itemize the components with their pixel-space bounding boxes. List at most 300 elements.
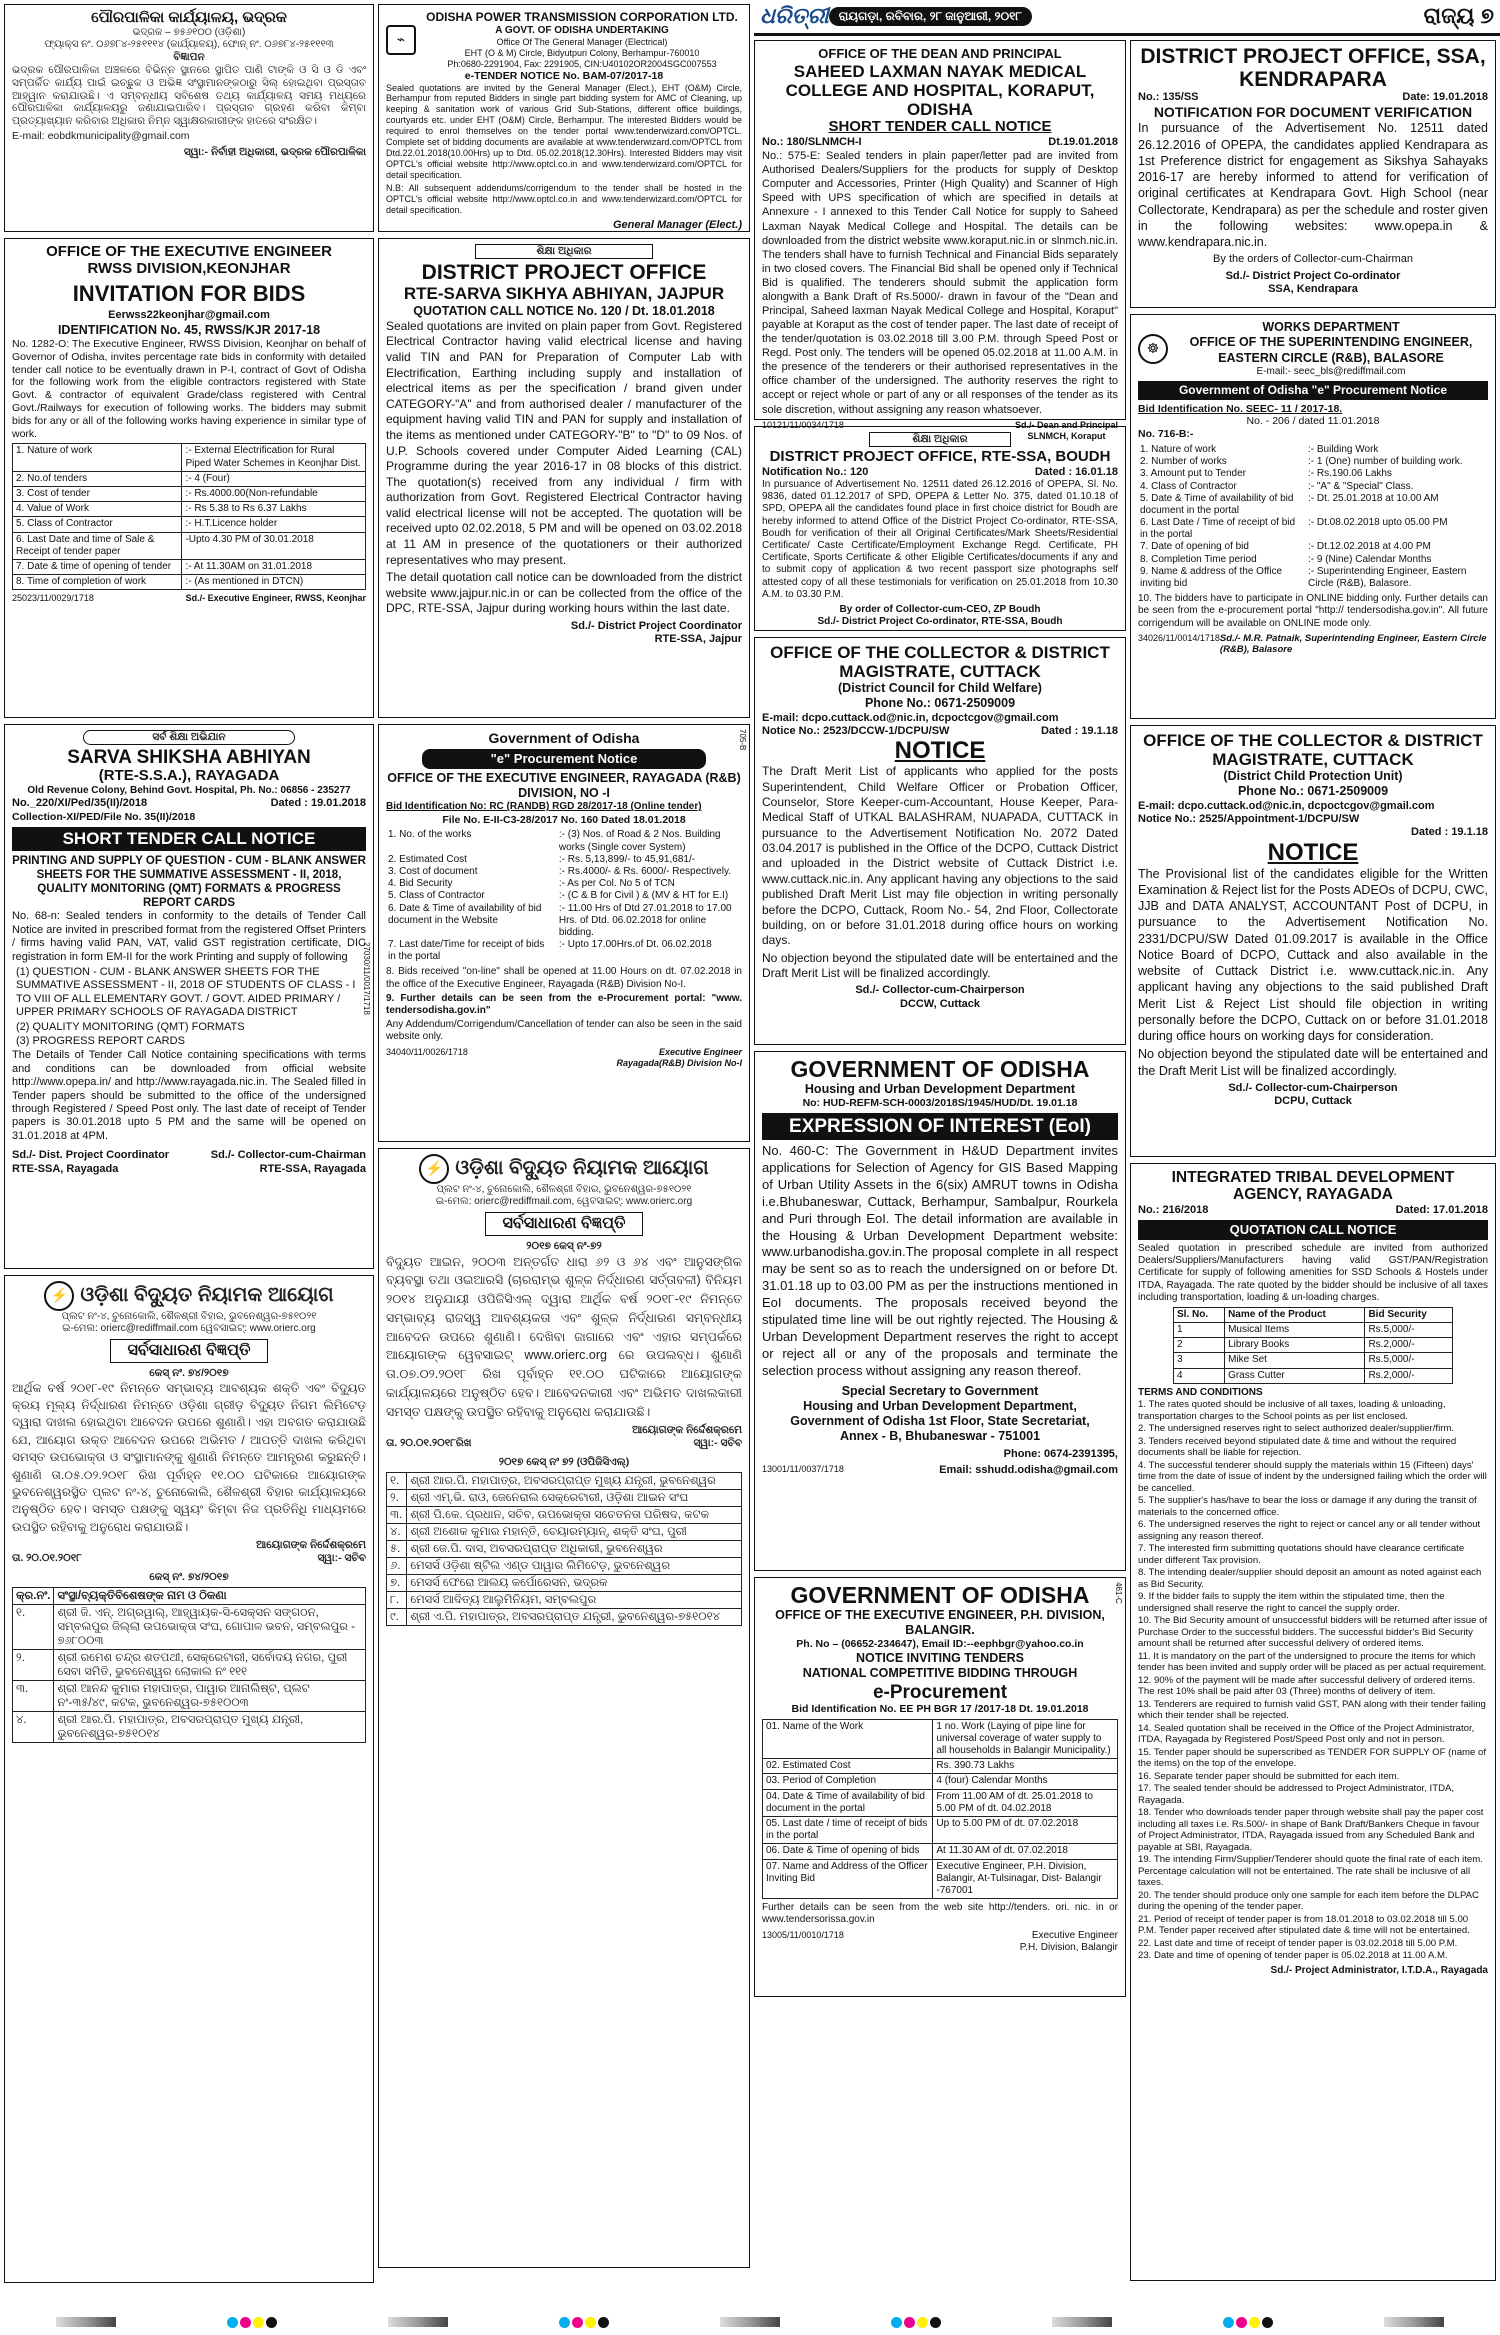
ssa-banner: ଶିକ୍ଷା ଅଧିକାର (475, 244, 653, 259)
ad-address: ପ୍ଲଟ ନଂ-୪, ଚୁନୋକୋଲି, ଶୈଳଶ୍ରୀ ବିହାର, ଭୁବନେଶ୍ୱର-୭୫୧୦୨୧ (61, 1311, 317, 1322)
table-row (1138, 481, 1488, 493)
masthead-logo: ଧରିତ୍ରୀ (760, 3, 829, 29)
ad-title: GOVERNMENT OF ODISHA (790, 1582, 1090, 1608)
ad-lead: PRINTING AND SUPPLY OF QUESTION - CUM - BLANK ANSWER SHEETS FOR THE SUMMATIVE ASSESSMENT - II, 2018, QUALITY MONITORING (QMT) FORMATS & PROGRESS REPORT CARDS (12, 855, 366, 910)
ad-bid: Bid Identification No. EE PH BGR 17 /2017-18 Dt. 19.01.2018 (791, 1702, 1089, 1715)
ad-number: No.: 135/SS (1138, 91, 1199, 104)
ad-date: Dated : 19.1.18 (1410, 826, 1488, 839)
row-key: 2. Estimated Cost (388, 853, 467, 865)
ad-number: No.: 180/SLNMCH-I (762, 135, 862, 148)
ad-date: Dated: 17.01.2018 (1395, 1203, 1488, 1216)
row-value: Executive Engineer, P.H. Division, Balangir, At-Tulsinagar, Dist- Balangir -767001 (933, 1859, 1118, 1899)
balasore-table (1138, 444, 1488, 590)
ad-title: DISTRICT PROJECT OFFICE, SSA, KENDRAPARA (1140, 45, 1486, 91)
list-item: 9. If the bidder fails to supply the item within the stipulated time, then the undersigned shall reserve the right to cancel the supply order. (1138, 1591, 1445, 1614)
ad-number-2: No. 716-B:- (1138, 428, 1194, 441)
row-value: :- 9 (Nine) Calendar Months (1308, 553, 1432, 565)
ad-body-2: No objection beyond the stipulated date will be entertained and the Draft Merit List will be finalized accordingly. (1138, 1047, 1488, 1078)
table-cell: ୭. (387, 1574, 407, 1591)
ad-body: ବିଦ୍ୟୁତ ଆଇନ, ୨୦୦୩ ଅନ୍ତର୍ଗତ ଧାରା ୬୨ ଓ ୬୪ ଏବଂ ଆନୁସଙ୍ଗିକ ବ୍ୟବସ୍ଥା ତଥା ଓଇଆରସି (ଚାରରାମ୍ଭ ଶୁଳ୍କ ନିର୍ଦ୍ଧାରଣ ସର୍ତ୍ତାବଳୀ) ବିନିୟମ ୨୦୧୪ ଅନୁଯାୟୀ ଓପିଜିସିଏଲ୍ ଦ୍ୱାରା ଆର୍ଥିକ ବର୍ଷ ୨୦୧୮-୧୯ ନିମନ୍ତେ ସମ୍ଭାବ୍ୟ ରାଜସ୍ୱ ଆବଶ୍ୟକତା ଏବଂ ଶୁଳ୍କ ନିର୍ଦ୍ଧାରଣ ସମ୍ବନ୍ଧୀୟ ଆବେଦନ ଉପରେ ଶୁଣାଣି। ଦେଖିବା ଜାଗାରେ ଏବଂ ଏହାର ସମ୍ପର୍କରେ ଆୟୋଗଙ୍କ ୱେବସାଇଟ୍ www.orierc.org ରେ ଉପଲବ୍ଧ। ଶୁଣାଣି ତା.୦୭.୦୨.୨୦୧୮ ରିଖ ପୂର୍ବାହ୍ନ ୧୧.୦୦ ଘଟିକାରେ ଆୟୋଗଙ୍କ କାର୍ଯ୍ୟାଳୟରେ ଅନୁଷ୍ଠିତ ହେବ। ଆବେଦନକାରୀ ଏବଂ ଅଭିମତ ଦାଖଲକାରୀ ସମସ୍ତ ପକ୍ଷଙ୍କୁ ଉପସ୍ଥିତ ରହିବାକୁ ଅନୁରୋଧ କରାଯାଉଛି। (386, 1254, 742, 1419)
table-row (1174, 1353, 1453, 1368)
ad-body: The Provisional list of the candidates eligible for the Written Examination & Reject list for the Posts ADEOs of DCPU, CWC, JJB and DATA ANALYST, ACCOUNTANT Post of DCPU, in pursuance to the Advertisement Notification No. 2331/DCPU/SW Dated 01.09.2017 is available in the Office Notice Board of DCPO, Cuttack and also available in the website of Cuttack District i.e. www.cuttack.nic.in. Any applicant having any objections to the said published Draft Merit List & Reject List should file objection in writing personally before the DCPO, Cuttack on or before 31.01.2018 during office hours on working days for consideration. (1138, 866, 1488, 1044)
ad-body: ଭଦ୍ରକ ପୌରପାଳିକା ଅଞ୍ଚଳରେ ବିଭିନ୍ନ ସ୍ଥାନରେ ସ୍ଥାପିତ ପାଣି ଟାଙ୍କି ଓ ସି ଓ ଡି ଏବଂ ସମ୍ପର୍କିତ କାର୍ଯ୍ୟ ପାଇଁ ଇଚ୍ଛୁକ ଓ ଅଭିଜ୍ଞ ସଂସ୍ଥାମାନଙ୍କଠାରୁ ସିଲ୍ ହୋଇଥିବା ପ୍ରସ୍ତାବ ଆହ୍ୱାନ କରାଯାଉଛି। ଏ ସମ୍ବନ୍ଧୀୟ ସବିଶେଷ ତଥ୍ୟ କାର୍ଯ୍ୟାଳୟ ସମୟ ମଧ୍ୟରେ ପୌରପାଳିକା କାର୍ଯ୍ୟାଳୟରୁ ଜଣାଯାଇପାରିବ। ପ୍ରସ୍ତାବ ଗ୍ରହଣ କରିବା କିମ୍ବା ପ୍ରତ୍ୟାଖ୍ୟାନ କରିବାର ଅଧିକାର ନିମ୍ନ ସ୍ୱାକ୍ଷରକାରୀଙ୍କ ହାତରେ ସଂରକ୍ଷିତ। (12, 63, 366, 128)
row-key: 1. No. of the works (388, 829, 472, 841)
list-item: 1. The rates quoted should be inclusive of all taxes, loading & unloading, transportation charges to the School points as per list enclosed. (1138, 1399, 1446, 1422)
ad-date: Dated : 19.01.2018 (270, 797, 366, 810)
table-row (763, 1719, 1118, 1759)
ad-email: E-mail: eobdkmunicipality@gmail.com (12, 129, 190, 142)
table-row (13, 1649, 366, 1680)
ad-signature: Sd./- Project Administrator, I.T.D.A., Rayagada (1270, 1964, 1488, 1976)
ad-number: Notice No.: 2523/DCCW-1/DCPU/SW (762, 724, 950, 737)
ad-title: INTEGRATED TRIBAL DEVELOPMENT AGENCY, RAYAGADA (1171, 1169, 1455, 1204)
row-value: :- "A" & "Special" Class. (1308, 480, 1414, 492)
ad-body: No. 1282-O: The Executive Engineer, RWSS Division, Keonjhar on behalf of Governor of Odisha, invites percentage rate bids in conformity with detailed tender call notice to be eventually drawn in P-I, contract of Govt of Odisha for the following work from the eligible contractors registered with State Govt. & contractor of equivalent Grade/class registered with Central Govt./Railways for execution of following works. The bidders may submit bids for any or all of the following works having experience in similar type of work. (12, 338, 366, 440)
ad-office: OFFICE OF THE EXECUTIVE ENGINEER (46, 243, 332, 260)
list-item: 5. The supplier's has/have to bear the loss or damage if any during the transit of materials to the concerned office. (1138, 1495, 1477, 1518)
ad-ssa-rayagada (4, 724, 374, 1269)
ad-note-8: 8. Bids received "on-line" shall be opened at 11.00 Hours on dt. 07.02.2018 in the office of the Executive Engineer, Rayagada (R&B) Division No-I. (386, 966, 742, 990)
ad-ncb: NATIONAL COMPETITIVE BIDDING THROUGH (802, 1666, 1078, 1681)
ad-signature: ଆୟୋଗଙ୍କ ନିର୍ଦ୍ଦେଶକ୍ରମେ (256, 1539, 366, 1552)
ad-subtitle: A GOVT. OF ODISHA UNDERTAKING (495, 24, 669, 36)
table-row (763, 1859, 1118, 1899)
ad-subtitle: RTE-SARVA SIKHYA ABHIYAN, JAJPUR (403, 284, 725, 304)
ad-signature-2: ସ୍ୱା:- ସଚିବ (693, 1437, 742, 1450)
table-cell: ମେସର୍ସ ଓଡ଼ିଶା ଷ୍ଟିଲ ଏଣ୍ଡ ପାୱାର ଲିମିଟେଡ଼, ଭୁବନେଶ୍ୱର (407, 1557, 742, 1574)
ad-phone: Phone: 0674-2391395, (1003, 1447, 1118, 1460)
list-item: 20. The tender should produce only one sample for each item before the DLPAC during the opening of the tender paper. (1138, 1889, 1479, 1913)
ad-case: କେସ୍ ନଂ. ୭୪/୨୦୧୭ (149, 1366, 229, 1379)
terms-title: TERMS AND CONDITIONS (1138, 1386, 1263, 1398)
row-key: 07. Name and Address of the Officer Inviting Bid (763, 1859, 933, 1899)
row-value: -Upto 4.30 PM of 30.01.2018 (182, 532, 366, 559)
table-row (386, 878, 742, 890)
ad-phone: Phone No.: 0671-2509009 (1237, 784, 1389, 799)
row-value: :- At 11.30AM on 31.01.2018 (182, 559, 366, 574)
ad-office: OFFICE OF THE COLLECTOR & DISTRICT MAGISTRATE, CUTTACK (770, 643, 1110, 682)
ad-body-2: The detail quotation call notice can be downloaded from the district website www.jajpur.nic.in or can be collected from the office of the DPC, RTE-SSA, Jajpur during working hours within the last date. (386, 570, 742, 616)
row-value: :- External Electrification for Rural Piped Water Schemes in Keonjhar Dist. (182, 444, 366, 471)
table-row (387, 1506, 742, 1523)
table-cell: ୨. (387, 1489, 407, 1506)
table-cell: ୬. (387, 1557, 407, 1574)
table-row (13, 517, 366, 532)
row-key: 6. Date & Time of availability of bid document in the Website (388, 902, 542, 926)
ad-ref: 13001/11/0037/1718 (762, 1463, 844, 1474)
ad-email: E-mail:- seec_bls@rediffmail.com (1256, 365, 1406, 377)
table-row (1138, 541, 1488, 553)
row-value: :- As per Col. No 5 of TCN (558, 878, 675, 890)
table-title: ୨୦୧୭ କେସ୍ ନଂ ୭୨ (ଓପିଜିସିଏଲ୍) (498, 1456, 630, 1469)
table-row (13, 532, 366, 559)
row-value: Rs. 390.73 Lakhs (933, 1759, 1118, 1774)
ad-body: No. 460-C: The Government in H&UD Department invites applications for Selection of Agency for GIS Based Mapping of Urban Utility Assets in the 6(six) AMRUT towns in Odisha i.e.Bhubaneswar, Cuttack, Berhampur, Sambalpur, Rourkela and Puri through EoI. The detail information are available in the Housing & Urban Development Department website: www.urbanodisha.gov.in.The proposal complete in all respect may be sent so as to reach the undersigned on or before Dt. 31.01.18 up to 03.00 PM as per the instructions mentioned in EoI documents. The proposals received beyond the stipulated time line will be out rightly rejected. The Housing & Urban Development Department reserves the right to accept or reject all or any of the proposals and terminate the selection process without assigning any reason thereof. (762, 1143, 1118, 1378)
ad-title: INVITATION FOR BIDS (72, 280, 306, 306)
ad-office: OFFICE OF THE SUPERINTENDING ENGINEER, EASTERN CIRCLE (R&B), BALASORE (1189, 335, 1473, 365)
table-cell: ଶ୍ରୀ ଏମ୍.ଭି. ରାଓ, ଜେନେରାଲ ସେକ୍ରେଟାରୀ, ଓଡ଼ିଶା ଆଇନ ସଂଘ (407, 1489, 742, 1506)
ad-signature: ସ୍ୱା:- ନିର୍ବାହୀ ଅଧିକାରୀ, ଭଦ୍ରକ ପୌରପାଳିକା (183, 145, 366, 158)
grey-scale-bar (720, 2317, 780, 2327)
oerc-emblem-icon: ⚡ (44, 1281, 74, 1311)
table-row (1138, 468, 1488, 480)
row-key: 7. Date & time of opening of tender (13, 559, 182, 574)
ad-body: In pursuance of Advertisement No. 12511 dated 26.12.2016 of OPEPA, Sl. No. 9836, dated 01.12.2017 of SPD, OPEPA & Letter No. 375, dated 01.10.18 of SPD, OPEPA all the candidates found place in first choice district for Boudh are hereby informed to attend Office of the District Project Co-ordinator, RTE-SSA, Boudh for verification of their all Original Certificates/Mark Sheets/Residential Certificate/ Caste Certificate/Employment Exchange Regd. Certificate, PH Certificate, Sports Certificate & other Eligible Certificates/documents if any and to submit copy of application & two recent passport size photographs self attested copy of all these testimonials for verification on 25.01.2018 from 10.30 A.M. to 03.30 P.M. (762, 479, 1118, 600)
row-key: 1. Nature of work (1140, 443, 1217, 455)
row-value: :- 11.00 Hrs of Dtd 27.01.2018 to 17.00 Hrs. of Dtd. 06.02.2018 for online bidding. (558, 902, 732, 938)
list-item: 15. Tender paper should be superscribed as TENDER FOR SUPPLY OF (name of the items) on the top of the envelope. (1138, 1746, 1487, 1770)
ad-web: ଇ-ମେଲ: orierc@rediffmail.com ୱେବସାଇଟ୍: www.orierc.org (62, 1323, 316, 1335)
registration-mark (227, 2317, 277, 2328)
ad-signature: Sd./- Collector-cum-Chairperson DCCW, Cuttack (855, 984, 1025, 1010)
masthead-page: ରାଜ୍ୟ ୭ (1423, 3, 1494, 29)
ad-date: ତା. ୨୦.୦୧.୨୦୧୮ (12, 1552, 82, 1564)
ad-file: File No. E-II-C3-28/2017 No. 160 Dated 18.01.2018 (442, 813, 686, 826)
row-key: 2. No.of tenders (13, 471, 182, 486)
table-row (386, 939, 742, 963)
row-value: :- Superintending Engineer, Eastern Circle (R&B), Balasore. (1308, 565, 1467, 590)
table-row (13, 502, 366, 517)
ad-signature: Sd./- Collector-cum-Chairperson DCPU, Cuttack (1228, 1081, 1398, 1108)
table-row (13, 486, 366, 501)
table-cell: Mike Set (1225, 1353, 1365, 1368)
table-cell: ୫. (387, 1540, 407, 1557)
row-key: 05. Last date / time of receipt of bids in the portal (763, 1817, 933, 1844)
table-row (386, 866, 742, 878)
ad-bar: SHORT TENDER CALL NOTICE (828, 117, 1052, 135)
row-value: :- 4 (Four) (182, 471, 366, 486)
list-item: 6. The undersigned reserves the right to reject or cancel any or all tender without assigning any reason thereof. (1138, 1519, 1481, 1542)
ad-body-2: No objection beyond the stipulated date will be entertained and the Draft Merit List will be finalized accordingly. (762, 950, 1118, 980)
ad-number: QUOTATION CALL NOTICE No. 120 / Dt. 18.01.2018 (413, 303, 715, 318)
row-value: :- (As mentioned in DTCN) (182, 575, 366, 590)
table-row (763, 1844, 1118, 1859)
list-item: 3. Tenders received beyond stipulated date & time and without the required documents shall be liable for rejection. (1138, 1435, 1457, 1459)
masthead-date: ରାୟଗଡ଼ା, ରବିବାର, ୨୮ ଜାନୁଆରୀ, ୨୦୧୮ (829, 7, 1032, 26)
row-key: 3. Amount put to Tender (1140, 468, 1247, 480)
ad-subtitle: (RTE-S.S.A.), RAYAGADA (98, 767, 280, 785)
table-row (13, 575, 366, 590)
ssa-banner: ସର୍ବ ଶିକ୍ଷା ଅଭିଯାନ (83, 730, 295, 745)
row-value: :- (3) Nos. of Road & 2 Nos. Building works (Single cover System) (558, 829, 721, 853)
ad-signature: Sd./- Executive Engineer, RWSS, Keonjhar (185, 593, 366, 604)
list-item: 14. Sealed quotation shall be received in the Office of the Project Administrator, ITDA, Rayagada by Registered Post/Speed Post only and not in person. (1138, 1722, 1475, 1746)
table-row (386, 890, 742, 902)
ad-bar: EXPRESSION OF INTEREST (EoI) (762, 1113, 1118, 1140)
ad-se-balasore (1130, 314, 1496, 719)
ad-address: Old Revenue Colony, Behind Govt. Hospital, Ph. No.: 06856 - 235277 (27, 785, 351, 797)
ssa-item-list (12, 966, 366, 1048)
ad-division: RWSS DIVISION,KEONJHAR (87, 259, 291, 277)
list-item: (3) PROGRESS REPORT CARDS (16, 1034, 185, 1047)
row-key: 7. Date of opening of bid (1140, 541, 1249, 553)
col-header: Name of the Product (1225, 1307, 1365, 1322)
table-row (387, 1574, 742, 1591)
ad-gov: Government of Odisha (488, 730, 640, 746)
ad-address: ପ୍ଲଟ ନଂ-୪, ଚୁନୋକୋଲି, ଶୈଳଶ୍ରୀ ବିହାର, ଭୁବନେଶ୍ୱର-୭୫୧୦୨୧ (436, 1184, 692, 1195)
list-item: 17. The sealed tender should be addressed to Project Administrator, ITDA, Rayagada. (1138, 1783, 1455, 1806)
ad-email: Email: sshudd.odisha@gmail.com (939, 1463, 1118, 1476)
ad-phone: Ph. No – (06652-234647), Email ID:--eephbgr@yahoo.co.in (796, 1638, 1084, 1651)
ad-bar: Government of Odisha "e" Procurement Notice (1138, 381, 1488, 400)
ad-ph-balangir (754, 1577, 1126, 1997)
ad-optcl (378, 4, 750, 232)
row-value: At 11.30 AM of dt. 07.02.2018 (933, 1844, 1118, 1859)
list-item: 16. Separate tender paper should be submitted for each item. (1138, 1770, 1400, 1782)
row-value: :- Dt.12.02.2018 at 4.00 PM (1308, 541, 1431, 553)
ad-email: Eerwss22keonjhar@gmail.com (108, 309, 270, 322)
ad-subtitle: Housing and Urban Development Department (804, 1081, 1076, 1096)
grey-scale-bar (388, 2317, 448, 2327)
ad-identification: IDENTIFICATION No. 45, RWSS/KJR 2017-18 (57, 322, 321, 337)
list-item: 13. Tenderers are required to furnish valid GST, PAN along with their tender failing which their tender shall be rejected. (1138, 1698, 1486, 1722)
ad-office: OFFICE OF THE COLLECTOR & DISTRICT MAGISTRATE, CUTTACK (1143, 731, 1483, 770)
table-row (386, 829, 742, 853)
table-cell: Rs.2,000/- (1365, 1368, 1453, 1383)
ad-tender: e-TENDER NOTICE No. BAM-07/2017-18 (464, 69, 664, 82)
row-key: 5. Date & Time of availability of bid document in the portal (1140, 492, 1294, 516)
ad-dpo-jajpur (378, 238, 750, 718)
ad-signature: Executive Engineer P.H. Division, Balangir (1019, 1929, 1118, 1953)
ad-cuttack-dcpu (1130, 725, 1496, 1157)
table-cell: ଶ୍ରୀ ଏ.ପି. ମହାପାତ୍ର, ଅବସରପ୍ରାପ୍ତ ଯନ୍ତ୍ରୀ, ଭୁବନେଶ୍ୱର-୭୫୧୦୧୪ (407, 1608, 742, 1625)
ad-body: No. 68-n: Sealed tenders in conformity to the details of Tender Call Notice are invited in prescribed format from the registered Offset Printers / firms having valid PAN, VAT, valid GST registration certificate, DIC registration in form EM-II for the work Printing and supply of following (12, 910, 366, 963)
ssa-banner: ଶିକ୍ଷା ଅଧିକାର (869, 432, 1011, 447)
table-cell: ୧. (387, 1472, 407, 1489)
ad-huud-eoi (754, 1051, 1126, 1571)
table-cell: Library Books (1225, 1338, 1365, 1353)
ad-eprocurement: e-Procurement (872, 1681, 1008, 1703)
table-cell: ୮. (387, 1591, 407, 1608)
side-ref: 461-C (1114, 1582, 1123, 1604)
table-cell: 3 (1174, 1353, 1225, 1368)
ad-date: ତା. ୨୦.୦୧.୨୦୧୮ରିଖ (386, 1437, 472, 1450)
ad-body: Sealed quotations are invited by the General Manager (Elect.), EHT (O&M) Circle, Berhampur from reputed Bidders in single part bidding system for AMC of Cleaning, up keeping & sanitation work of various Grid Sub-Stations, different office buildings, courtyards etc. under EHT (O&M) Circle, Berhampur. The interested Bidders would be required to enrol themselves on the tender portal www.tenderwizard.com/OPTCL. Complete set of bidding documents are available at www.tenderwizard.com/OPTCL from Dtd.22.01.2018(10.00Hrs) up to Dtd. 05.02.2018(12.30Hrs). Interested Bidders may visit OPTCL's official website http://www.optcl.co.in and www.tenderwizard.com/OPTCL for detail specification. (386, 82, 742, 181)
ad-dept: WORKS DEPARTMENT (1262, 320, 1400, 334)
list-item: 8. The intending dealer/supplier should deposit an amount as noted against each as Bid Security. (1138, 1567, 1482, 1590)
table-cell: ୯. (387, 1608, 407, 1625)
ad-office: OFFICE OF THE EXECUTIVE ENGINEER, RAYAGADA (R&B) DIVISION, NO -I (387, 770, 741, 801)
ad-corrigendum: Any Addendum/Corrigendum/Cancellation of tender can also be seen in the said website only. (386, 1019, 742, 1043)
ad-title: SAHEED LAXMAN NAYAK MEDICAL COLLEGE AND HOSPITAL, KORAPUT, ODISHA (785, 61, 1095, 119)
ad-rayagada-rb (378, 724, 750, 1142)
ad-bar: NOTICE (894, 737, 986, 765)
ad-signature: Special Secretary to Government Housing and Urban Development Department, Government of Odisha 1st Floor, State Secretariat, Annex - B, Bhubaneswar - 751001 (790, 1383, 1090, 1444)
row-key: 6. Last Date / Time of receipt of bid in the portal (1140, 517, 1296, 541)
column-4 (1130, 4, 1496, 2287)
ad-subtitle: ଭଦ୍ରକ – ୭୫୬୧୦୦ (ଓଡ଼ିଶା) (132, 26, 246, 38)
table-cell: Rs.5,000/- (1365, 1353, 1453, 1368)
ad-signature: By order of Collector-cum-CEO, ZP Boudh Sd./- District Project Co-ordinator, RTE-SSA, Boudh (817, 603, 1063, 628)
ad-title: ପୌରପାଳିକା କାର୍ଯ୍ୟାଳୟ, ଭଦ୍ରକ (91, 9, 287, 26)
table-cell: ଶ୍ରୀ ରମେଶ ଚନ୍ଦ୍ର ଶତପଥୀ, ସେକ୍ରେଟାରୀ, ସର୍ବୋଦୟ ନଗର, ପୁରୀ ସେବା ସମିତି, ଭୁବନେଶ୍ୱର ଲୋକାଲ ନଂ ୧୧୧ (54, 1649, 366, 1680)
ad-number: No.: 216/2018 (1138, 1203, 1209, 1216)
side-ref: 705-B (738, 729, 747, 751)
ad-number: Notification No.: 120 (762, 465, 869, 478)
registration-mark (1223, 2317, 1273, 2328)
row-value: :- H.T.Licence holder (182, 517, 366, 532)
table-cell: ୪. (13, 1711, 54, 1742)
row-value: Up to 5.00 PM of dt. 07.02.2018 (933, 1817, 1118, 1844)
row-value: :- Rs.190.06 Lakhs (1308, 468, 1392, 480)
row-key: 02. Estimated Cost (763, 1759, 933, 1774)
table-cell: Rs.5,000/- (1365, 1323, 1453, 1338)
row-key: 01. Name of the Work (763, 1719, 933, 1759)
ad-ref: 34040/11/0026/1718 (386, 1046, 468, 1057)
row-value: :- Building Work (1308, 443, 1379, 455)
list-item: 22. Last date and time of receipt of tender paper is 03.02.2018 till 5.00 P.M. (1138, 1937, 1458, 1949)
table-cell: ଶ୍ରୀ ଆର.ପି. ମହାପାତ୍ର, ଅବସରପ୍ରାପ୍ତ ମୁଖ୍ୟ ଯନ୍ତ୍ରୀ, ଭୁବନେଶ୍ୱର (407, 1472, 742, 1489)
table-row (386, 854, 742, 866)
table-row (1138, 517, 1488, 541)
row-value: :- Dt. 25.01.2018 at 10.00 AM (1308, 492, 1439, 504)
ad-date: Dated : 16.01.18 (1034, 465, 1118, 478)
itda-table (1173, 1307, 1453, 1384)
table-cell: ୪. (387, 1523, 407, 1540)
ad-number: No._220/XI/Ped/35(II)/2018 (12, 797, 148, 810)
row-key: 5. Class of Contractor (388, 890, 485, 902)
table-row (387, 1472, 742, 1489)
row-value: 4 (four) Calendar Months (933, 1774, 1118, 1789)
ad-bar: QUOTATION CALL NOTICE (1138, 1220, 1488, 1240)
ad-bar: NOTICE (1267, 838, 1359, 866)
ad-body: Sealed quotation in prescribed schedule are invited from authorized Dealers/Suppliers/Manufacturers having valid GST/PAN/Registration Certificate for supply of following amenities for SSD Schools & Hostels under ITDA, Rayagada. The rate quoted by the bidder should be inclusive of all taxes including transportation, loading & un-loading charges. (1138, 1242, 1488, 1303)
table-row (13, 1680, 366, 1711)
table-row (13, 1604, 366, 1649)
ad-date: Dt.19.01.2018 (1048, 135, 1118, 148)
col-header: Sl. No. (1174, 1307, 1225, 1322)
list-item: (2) QUALITY MONITORING (QMT) FORMATS (16, 1020, 245, 1033)
list-item: 23. Date and time of opening of tender paper is 05.02.2018 at 11.00 A.M. (1138, 1950, 1448, 1962)
column-1 (4, 4, 374, 2289)
ad-number: Notice No.: 2525/Appointment-1/DCPU/SW (1138, 812, 1360, 825)
col-header: କ୍ର.ନଂ. (13, 1587, 54, 1604)
ad-notice: ସର୍ବସାଧାରଣ ବିଜ୍ଞପ୍ତି (485, 1212, 642, 1236)
ad-web: ଇ-ମେଲ: orierc@rediffmail.com, ୱେବସାଇଟ୍: www.orierc.org (435, 1196, 693, 1208)
row-key: 1. Nature of work (13, 444, 182, 471)
list-item: 2. The undersigned reserves right to select authorized dealer/supplier/firm. (1138, 1423, 1455, 1435)
row-key: 3. Cost of tender (13, 486, 182, 501)
row-value: :- Dt.08.02.2018 upto 05.00 PM (1308, 517, 1448, 529)
table-cell: 2 (1174, 1338, 1225, 1353)
table-cell: Grass Cutter (1225, 1368, 1365, 1383)
ad-signature-2: ସ୍ୱା:- ସଚିବ (317, 1552, 366, 1564)
grey-scale-bar (1052, 2317, 1112, 2327)
table-cell: ଶ୍ରୀ ଜେ.ପି. ଦାସ, ଅବସରପ୍ରାପ୍ତ ଅଧିକାରୀ, ଭୁବନେଶ୍ୱର (407, 1540, 742, 1557)
ad-email: E-mail: dcpo.cuttack.od@nic.in, dcpoctcgov@gmail.com (762, 711, 1059, 724)
table-cell: 1 (1174, 1323, 1225, 1338)
row-key: 6. Last Date and time of Sale & Receipt of tender paper (13, 532, 182, 559)
ad-date: Dated : 19.1.18 (1040, 724, 1118, 737)
ad-line-2: EHT (O & M) Circle, Bidyutpuri Colony, Berhampur-760010 (464, 47, 700, 58)
list-item: 21. Period of receipt of tender paper is from 18.01.2018 to 03.02.2018 till 5.00 P.M. Tender paper received after stipulated date & time will not be entertained. (1138, 1913, 1470, 1937)
table-cell: 4 (1174, 1368, 1225, 1383)
ad-number: No: HUD-REFM-SCH-0003/2018S/1945/HUD/Dt. 19.01.18 (802, 1097, 1078, 1110)
table-cell: ଶ୍ରୀ ଅଶୋକ କୁମାର ମହାନ୍ତି, ଚେୟାରମ୍ୟାନ୍, ଶକ୍ତି ସଂଘ, ପୁରୀ (407, 1523, 742, 1540)
table-cell: ଶ୍ରୀ ପି.କେ. ପ୍ରଧାନ, ସଚିବ, ଉପଭୋକ୍ତା ସଚେତନତା ପରିଷଦ, କଟକ (407, 1506, 742, 1523)
table-row (13, 1711, 366, 1742)
table-row (763, 1789, 1118, 1816)
table-cell: ମେସର୍ସ ଆଦିତ୍ୟ ଆଲୁମିନିୟମ, ସମ୍ବଲପୁର (407, 1591, 742, 1608)
table-cell: ୧. (13, 1604, 54, 1649)
col-header: ସଂସ୍ଥା/ବ୍ୟକ୍ତିବିଶେଷଙ୍କ ନାମ ଓ ଠିକଣା (54, 1587, 366, 1604)
ad-contact: ଫ୍ୟାକ୍ସ ନଂ. ୦୬୭୮୪-୨୫୧୧୧୪ (କାର୍ଯ୍ୟାଳୟ), ଫୋନ୍ ନଂ. ୦୬୭୮୪-୨୫୧୧୧୩ (44, 38, 334, 50)
ad-signature: Sd./- M.R. Patnaik, Superintending Engineer, Eastern Circle (R&B), Balasore (1219, 632, 1487, 656)
row-key: 4. Class of Contractor (1140, 480, 1237, 492)
table-row (387, 1540, 742, 1557)
row-key: 03. Period of Completion (763, 1774, 933, 1789)
ad-signature-right: Sd./- Collector-cum-Chairman RTE-SSA, Rayagada (210, 1149, 366, 1175)
ad-signature: Executive Engineer Rayagada(R&B) Division No-I (616, 1046, 742, 1068)
ad-oerc-2 (378, 1148, 750, 2268)
table-row (763, 1774, 1118, 1789)
ad-number: No. - 206 / dated 11.01.2018 (1246, 415, 1380, 428)
ad-title: ଓଡ଼ିଶା ବିଦ୍ୟୁତ ନିୟାମକ ଆୟୋଗ (455, 1157, 709, 1180)
row-value: :- (C & B for Civil ) & (MV & HT for E.I) (558, 890, 729, 902)
list-item: 10. The Bid Security amount of unsuccessful bidders will be returned after issue of Purchase Order to the successful bidders. The successful bidder's Bid Security amount shall be returned after successful delivery of ordered items. (1138, 1615, 1488, 1650)
ad-dpo-boudh (754, 426, 1126, 631)
list-item: 12. 90% of the payment will be made after successful delivery of ordered items. The rest 10% shall be paid after 03 (Three) months of delivery of item. (1138, 1674, 1476, 1698)
row-key: 9. Name & address of the Office inviting bid (1140, 565, 1283, 590)
col-header: Bid Security (1365, 1307, 1453, 1322)
grey-scale-bar (1384, 2317, 1444, 2327)
table-cell: ୩. (13, 1680, 54, 1711)
ad-ssa-kendrapara (1130, 40, 1496, 308)
row-key: 3. Cost of document (388, 865, 478, 877)
ad-bhadrak-municipality (4, 4, 374, 232)
table-cell: Musical Items (1225, 1323, 1365, 1338)
ad-ref: 34026/11/0014/1718 (1138, 632, 1220, 643)
table-title: କେସ୍ ନଂ. ୭୪/୨୦୧୭ (149, 1570, 229, 1583)
rwss-table (12, 443, 366, 590)
side-ref: 27030/11/0017/1718 (362, 942, 371, 1015)
ad-signature-left: Sd./- Dist. Project Coordinator RTE-SSA, Rayagada (12, 1149, 170, 1175)
row-value: 1 no. Work (Laying of pipe line for universal coverage of water supply to all households in Balangir Municipality.) (933, 1719, 1118, 1759)
print-registration-strip (0, 2312, 1500, 2332)
ad-line-3: Ph:0680-2291904, Fax: 2291905, CIN:U40102OR2004SGC007553 (447, 58, 717, 69)
table-cell: ୩. (387, 1506, 407, 1523)
optcl-logo-icon: ⌁ (386, 25, 416, 55)
table-row (1138, 554, 1488, 566)
table-row (1138, 566, 1488, 590)
ad-ref: 25023/11/0029/1718 (12, 593, 94, 604)
list-item: 19. The intending Firm/Supplier/Tenderer should quote the final rate of each item. Percentage calculation will not be entertained. The rate shall be inclusive of all taxes. (1138, 1854, 1483, 1889)
row-value: :- Rs.4000.00(Non-refundable (182, 486, 366, 501)
ad-ref: 10121/11/0034/1718 (762, 419, 844, 430)
grey-scale-bar (56, 2317, 116, 2327)
ad-body: Sealed quotations are invited on plain paper from Govt. Registered Electrical Contractor having valid electrical license and having valid TIN and PAN for Preparation of Computer Lab with Electrification, Earthing including supply and installation of electrical items as per the specification / brand given under CATEGORY-"A" and from authorised dealer / manufacturer of the equipment having valid TIN and PAN for supply and installation of the items as mentioned under CATEGORY-"B" to "D" to 09 Nos. of U.P. Schools covered under Computer Aided Learning (CAL) Programme during the year 2016-17 in 08 blocks of this district. The quotation(s) received from any individual / firm with authorization from Govt. Registered Electrical Contractor having valid electrical license will not be accepted. The quotation will be received upto 02.02.2018, 5 PM and will be opened on 03.02.2018 at 11 AM in presence of the quotationers or their authorized representatives who may present. (386, 318, 742, 567)
ad-subtitle: (District Council for Child Welfare) (838, 681, 1042, 696)
ad-body: No.: 575-E: Sealed tenders in plain paper/letter pad are invited from Authorised Dealers/Suppliers for the products for supply of Desktop Computer and Accessories, Printer (High Quality) and Scanner of High Speed with UPS specification of which are specified in details at Annexure - I annexed to this Tender Call Notice for supply to Saheed Laxman Nayak Medical College and Hospital. The details can be downloaded from the district website www.koraput.nic.in or slnmch.nic.in. The tenders shall have to furnish Technical and Financial Bids separately in two closed covers. The Financial Bid shall be opened only if Technical Bid is qualified. The tenderers should submit the application form alongwith a Bank Draft of Rs.5000/- drawn in favour of the "Dean and Principal, Saheed laxman Nayak Medical College and Hospital, Koraput" payable at Koraput as the cost of tender paper. The last date of receipt of the tender/quotation is 03.02.2018 till 3.00 P.M. through Speed Post or Regd. Post only. The tenders will be opened 05.02.2018 at 11.00 A.M. in the presence of the tenderers or their authorised representatives in the office chamber of the undersigned. The authority reserves the right to accept or reject whole or part of any or all responses of the tender as its sole discretion, without assigning any reason whatsoever. (762, 150, 1118, 416)
row-value: :- 1 (One) number of building work. (1308, 456, 1463, 468)
table-row (387, 1591, 742, 1608)
notice-label: ବିଜ୍ଞାପନ (173, 51, 205, 64)
table-cell: Rs.2,000/- (1365, 1338, 1453, 1353)
ad-rwss-keonjhar (4, 238, 374, 718)
table-row (13, 559, 366, 574)
table-row (386, 903, 742, 940)
row-value: :- Rs.4000/- & Rs. 6000/- Respectively. (558, 865, 731, 877)
ad-office: OFFICE OF THE EXECUTIVE ENGINEER, P.H. DIVISION, BALANGIR. (775, 1607, 1105, 1638)
ad-title: SARVA SHIKSHA ABHIYAN (67, 746, 311, 768)
ad-title: GOVERNMENT OF ODISHA (790, 1056, 1090, 1082)
row-key: 8. Time of completion of work (13, 575, 182, 590)
table-row (763, 1817, 1118, 1844)
odisha-emblem-icon: ☸ (1138, 334, 1168, 364)
table-row (1174, 1323, 1453, 1338)
terms-list (1138, 1399, 1488, 1962)
row-key: 7. Last date/Time for receipt of bids in the portal (388, 939, 545, 963)
